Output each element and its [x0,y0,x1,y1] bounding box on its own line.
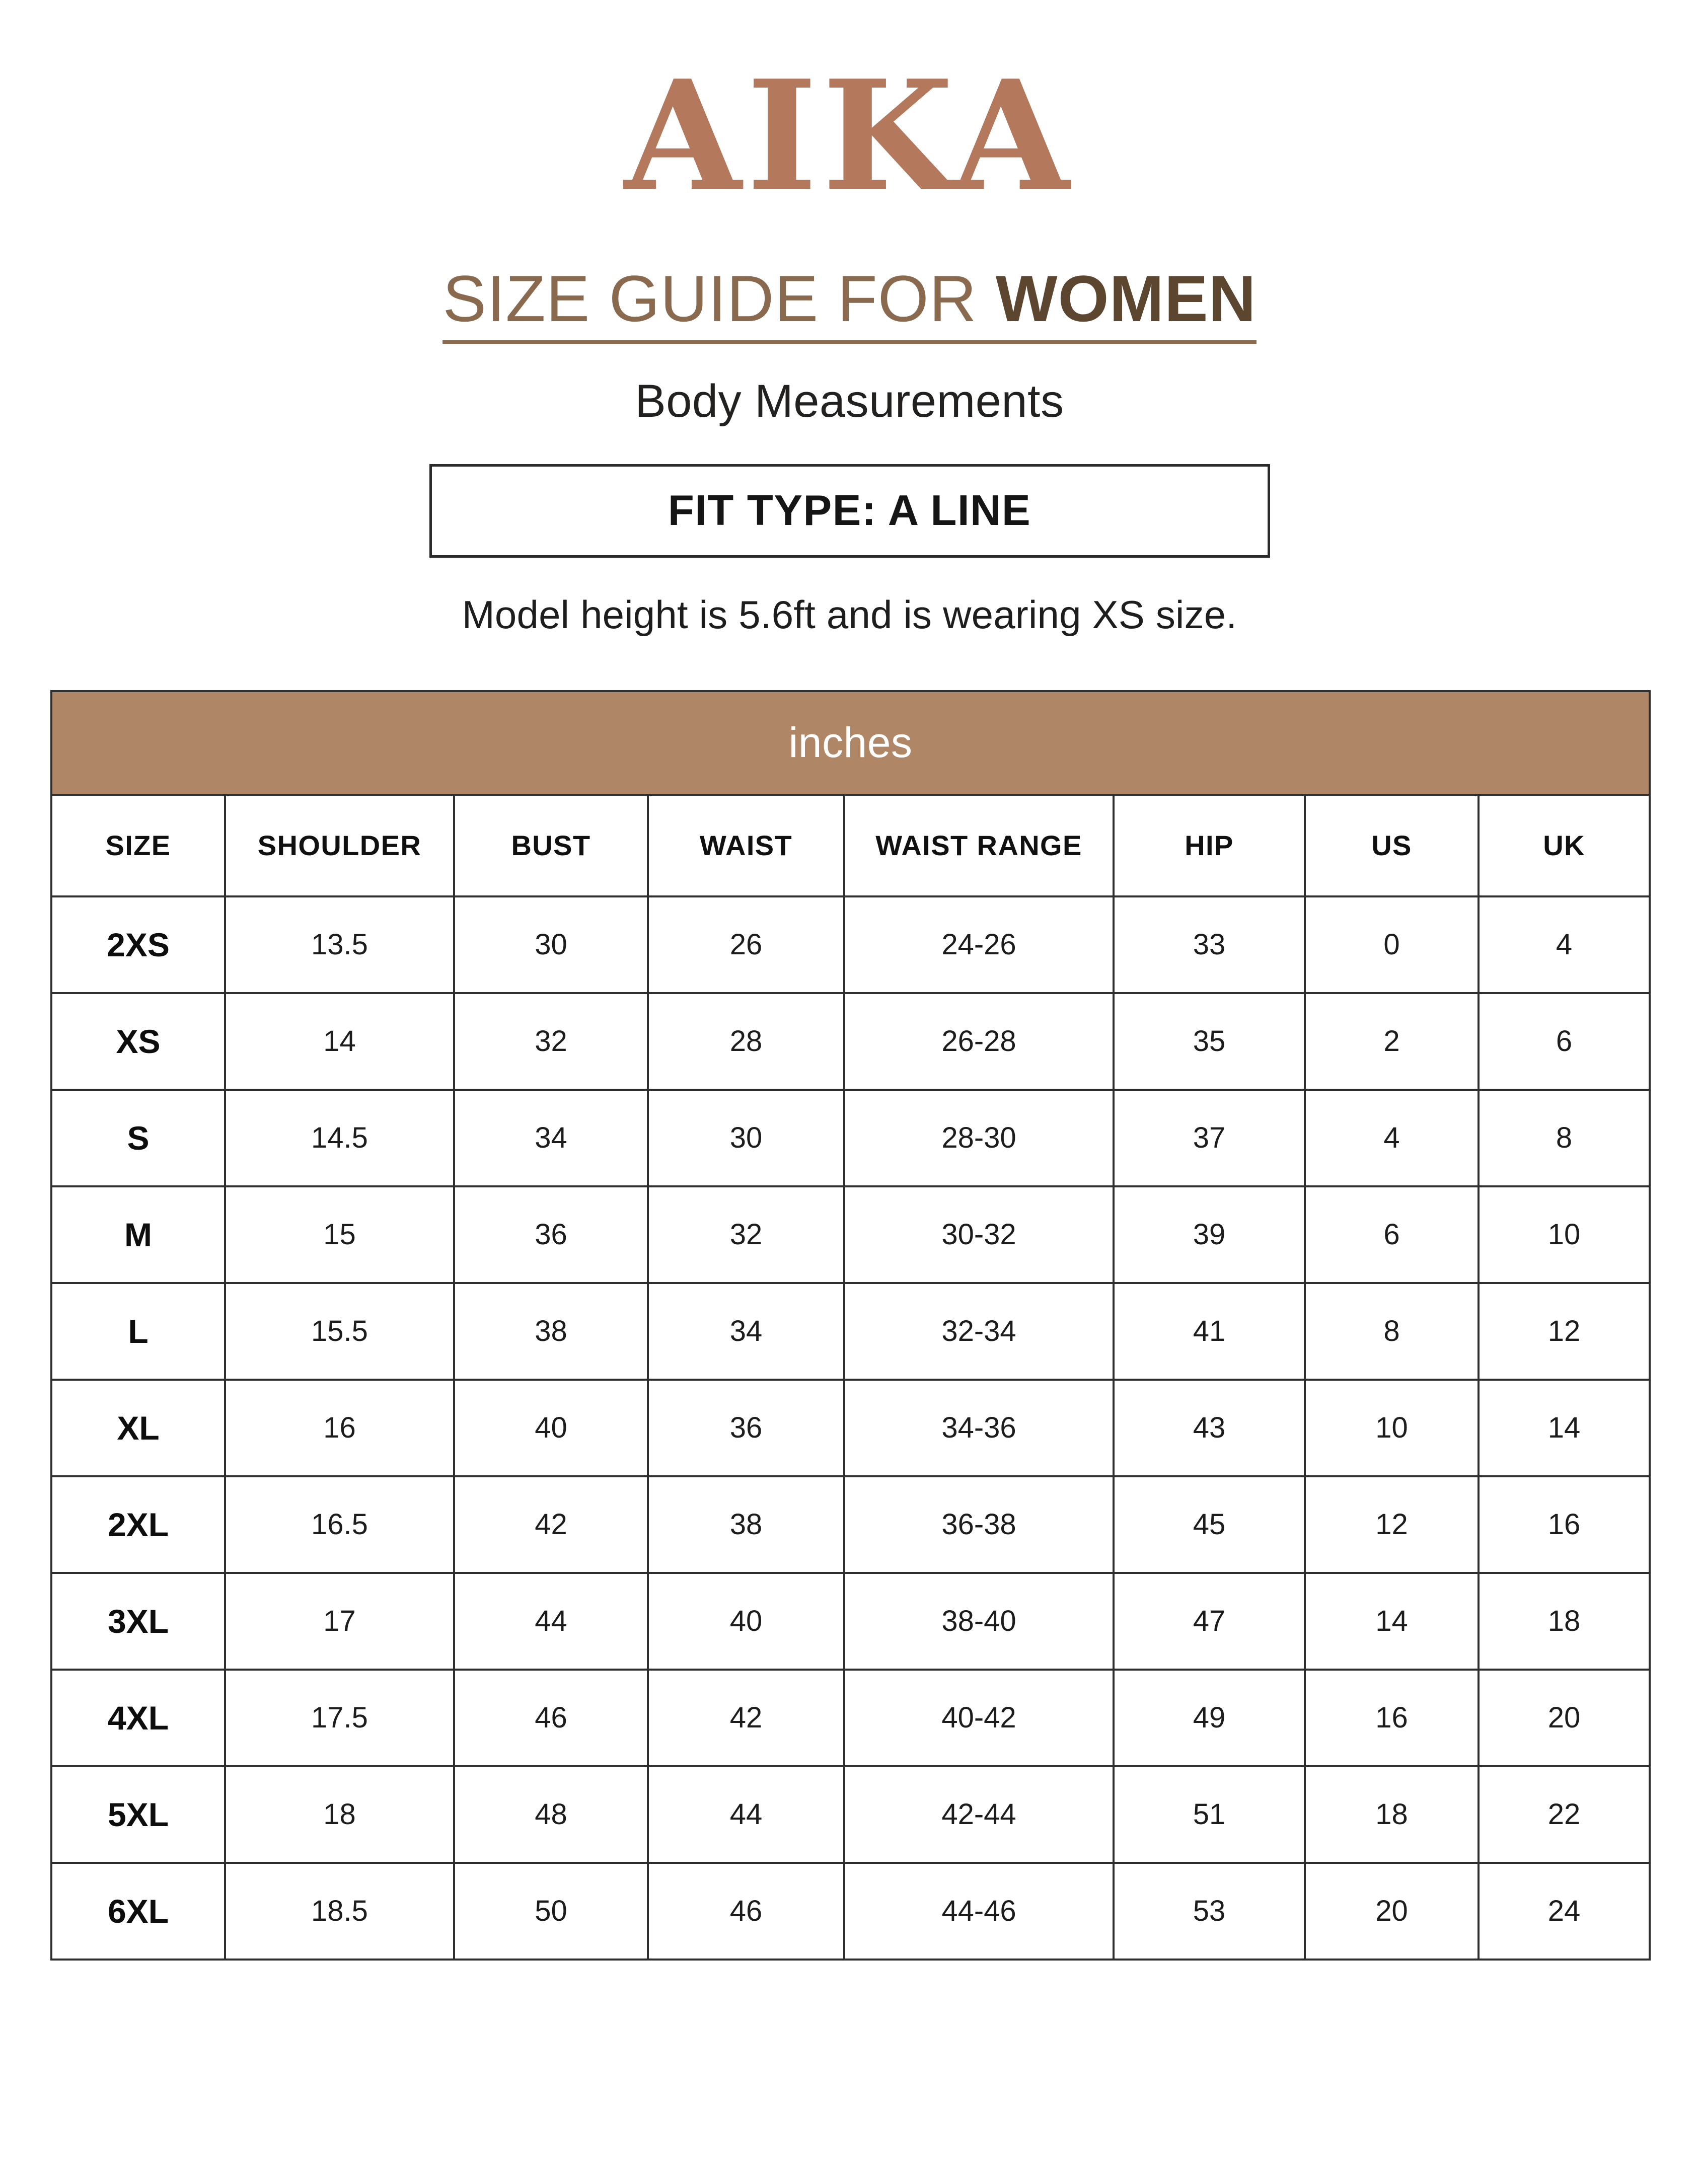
table-row [51,1476,1650,1573]
size-label-cell: S [51,1090,225,1186]
measurement-cell: 36-38 [844,1476,1114,1573]
measurement-cell: 38-40 [844,1573,1114,1670]
measurement-cell: 42-44 [844,1766,1114,1863]
unit-row [51,691,1650,795]
table-row [51,1283,1650,1380]
column-header: SIZE [51,795,225,896]
measurement-cell: 4 [1305,1090,1479,1186]
measurement-cell: 32-34 [844,1283,1114,1380]
measurement-cell: 33 [1114,896,1305,993]
measurement-cell: 38 [454,1283,648,1380]
measurement-cell: 50 [454,1863,648,1960]
measurement-cell: 45 [1114,1476,1305,1573]
measurement-cell: 14 [1305,1573,1479,1670]
table-row [51,1766,1650,1863]
measurement-cell: 28 [648,993,844,1090]
measurement-cell: 30 [454,896,648,993]
measurement-cell: 42 [454,1476,648,1573]
measurement-cell: 8 [1305,1283,1479,1380]
measurement-cell: 2 [1305,993,1479,1090]
size-label-cell: 6XL [51,1863,225,1960]
measurement-cell: 4 [1479,896,1650,993]
measurement-cell: 49 [1114,1670,1305,1766]
size-label-cell: XS [51,993,225,1090]
column-header: US [1305,795,1479,896]
measurement-cell: 12 [1479,1283,1650,1380]
measurement-cell: 14 [225,993,454,1090]
column-header: HIP [1114,795,1305,896]
measurement-cell: 44-46 [844,1863,1114,1960]
measurement-cell: 15 [225,1186,454,1283]
measurement-cell: 0 [1305,896,1479,993]
measurement-cell: 16 [225,1380,454,1476]
measurement-cell: 15.5 [225,1283,454,1380]
table-row [51,1573,1650,1670]
measurement-cell: 34 [454,1090,648,1186]
size-table-body [51,691,1650,1960]
size-label-cell: M [51,1186,225,1283]
measurement-cell: 41 [1114,1283,1305,1380]
unit-label: inches [51,691,1650,795]
size-label-cell: XL [51,1380,225,1476]
measurement-cell: 20 [1305,1863,1479,1960]
measurement-cell: 24 [1479,1863,1650,1960]
model-height-note: Model height is 5.6ft and is wearing XS size. [462,592,1237,637]
guide-title [442,264,1256,344]
measurement-cell: 14 [1479,1380,1650,1476]
measurement-cell: 51 [1114,1766,1305,1863]
measurement-cell: 28-30 [844,1090,1114,1186]
measurement-cell: 35 [1114,993,1305,1090]
measurement-cell: 18 [225,1766,454,1863]
measurement-cell: 47 [1114,1573,1305,1670]
measurement-cell: 32 [648,1186,844,1283]
measurement-cell: 22 [1479,1766,1650,1863]
measurement-cell: 30-32 [844,1186,1114,1283]
column-header: WAIST RANGE [844,795,1114,896]
guide-title-wrapper [0,264,1699,344]
measurement-cell: 34 [648,1283,844,1380]
size-guide-page [0,47,1699,2184]
measurement-cell: 46 [648,1863,844,1960]
size-label-cell: 2XL [51,1476,225,1573]
table-row [51,1090,1650,1186]
measurement-cell: 46 [454,1670,648,1766]
measurement-cell: 20 [1479,1670,1650,1766]
size-table-wrapper [50,690,1649,1961]
size-table [50,690,1651,1961]
measurement-cell: 12 [1305,1476,1479,1573]
fit-type-wrapper [0,464,1699,558]
measurement-cell: 42 [648,1670,844,1766]
size-label-cell: 5XL [51,1766,225,1863]
measurement-cell: 6 [1479,993,1650,1090]
measurement-cell: 40-42 [844,1670,1114,1766]
fit-type-box: FIT TYPE: A LINE [429,464,1270,558]
measurement-cell: 10 [1479,1186,1650,1283]
column-header: BUST [454,795,648,896]
measurement-cell: 10 [1305,1380,1479,1476]
measurement-cell: 32 [454,993,648,1090]
measurement-cell: 44 [648,1766,844,1863]
measurement-cell: 38 [648,1476,844,1573]
measurement-cell: 34-36 [844,1380,1114,1476]
measurement-cell: 30 [648,1090,844,1186]
measurement-cell: 18 [1479,1573,1650,1670]
table-row [51,993,1650,1090]
measurement-cell: 39 [1114,1186,1305,1283]
size-label-cell: 2XS [51,896,225,993]
measurement-cell: 18 [1305,1766,1479,1863]
column-header: UK [1479,795,1650,896]
measurement-cell: 17.5 [225,1670,454,1766]
measurement-cell: 44 [454,1573,648,1670]
size-label-cell: L [51,1283,225,1380]
measurement-cell: 48 [454,1766,648,1863]
guide-title-bold: WOMEN [995,262,1257,335]
measurement-cell: 6 [1305,1186,1479,1283]
column-header: SHOULDER [225,795,454,896]
brand-logo: AIKA [624,47,1075,224]
measurement-cell: 26-28 [844,993,1114,1090]
measurement-cell: 26 [648,896,844,993]
measurement-cell: 37 [1114,1090,1305,1186]
measurement-cell: 36 [648,1380,844,1476]
table-header-row [51,795,1650,896]
column-header: WAIST [648,795,844,896]
size-label-cell: 3XL [51,1573,225,1670]
measurement-cell: 16 [1305,1670,1479,1766]
measurement-cell: 18.5 [225,1863,454,1960]
measurement-cell: 53 [1114,1863,1305,1960]
guide-title-regular: SIZE GUIDE FOR [442,262,996,335]
measurement-cell: 17 [225,1573,454,1670]
table-row [51,1670,1650,1766]
size-label-cell: 4XL [51,1670,225,1766]
measurement-cell: 16.5 [225,1476,454,1573]
table-row [51,896,1650,993]
measurement-cell: 40 [454,1380,648,1476]
measurement-cell: 36 [454,1186,648,1283]
measurement-cell: 13.5 [225,896,454,993]
measurement-cell: 40 [648,1573,844,1670]
table-row [51,1186,1650,1283]
measurement-cell: 14.5 [225,1090,454,1186]
measurement-cell: 8 [1479,1090,1650,1186]
table-row [51,1863,1650,1960]
measurement-cell: 16 [1479,1476,1650,1573]
measurement-cell: 24-26 [844,896,1114,993]
measurement-cell: 43 [1114,1380,1305,1476]
table-row [51,1380,1650,1476]
page-subtitle: Body Measurements [635,375,1064,427]
